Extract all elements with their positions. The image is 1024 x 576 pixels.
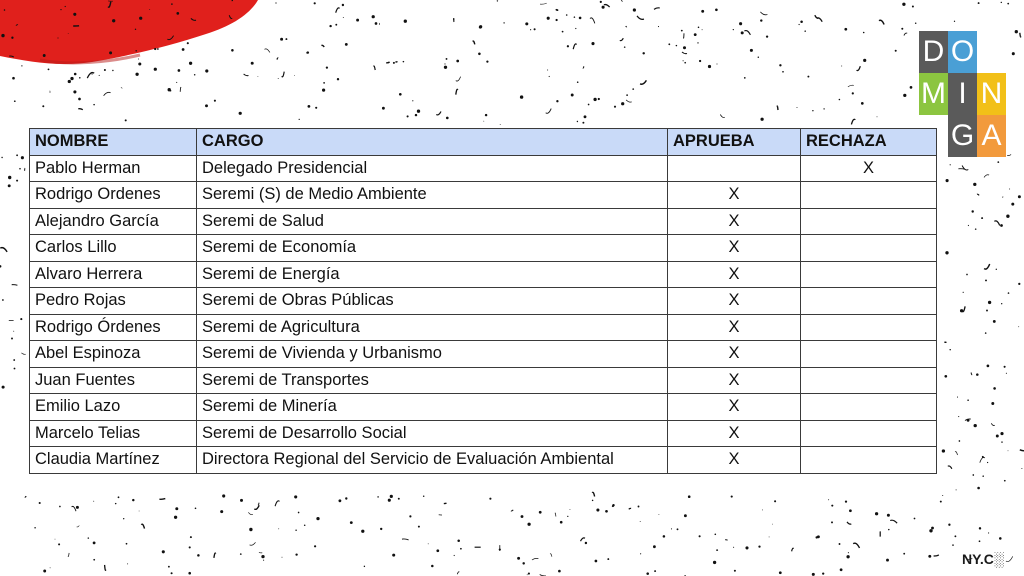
aprueba-cell: X (668, 394, 801, 421)
cargo-cell: Seremi de Vivienda y Urbanismo (197, 341, 668, 368)
logo-letter-o: O (948, 31, 977, 73)
table-row (30, 182, 937, 209)
cargo-cell: Seremi de Energía (197, 261, 668, 288)
cargo-cell: Seremi (S) de Medio Ambiente (197, 182, 668, 209)
aprueba-cell: X (668, 314, 801, 341)
table-row (30, 208, 937, 235)
table-row (30, 367, 937, 394)
aprueba-cell: X (668, 261, 801, 288)
header-aprueba: APRUEBA (668, 129, 801, 156)
logo-letter-n: N (977, 73, 1006, 115)
header-rechaza: RECHAZA (801, 129, 937, 156)
nyc-watermark (962, 551, 1004, 567)
logo-letter-g: G (948, 115, 977, 157)
aprueba-cell: X (668, 341, 801, 368)
logo-letter-i: I (948, 73, 977, 115)
cargo-cell: Seremi de Agricultura (197, 314, 668, 341)
rechaza-cell (801, 314, 937, 341)
rechaza-cell (801, 235, 937, 262)
nombre-cell: Claudia Martínez (30, 447, 197, 474)
nombre-cell: Pedro Rojas (30, 288, 197, 315)
nombre-cell: Rodrigo Órdenes (30, 314, 197, 341)
logo-letter-d: D (919, 31, 948, 73)
cargo-cell: Seremi de Desarrollo Social (197, 420, 668, 447)
cargo-cell: Seremi de Economía (197, 235, 668, 262)
rechaza-cell: X (801, 155, 937, 182)
table-row (30, 420, 937, 447)
rechaza-cell (801, 182, 937, 209)
header-nombre: NOMBRE (30, 129, 197, 156)
cargo-cell: Seremi de Obras Públicas (197, 288, 668, 315)
nombre-cell: Marcelo Telias (30, 420, 197, 447)
watermark-mark: ░ (993, 551, 1004, 567)
nombre-cell: Carlos Lillo (30, 235, 197, 262)
table-row (30, 288, 937, 315)
table-row (30, 447, 937, 474)
rechaza-cell (801, 288, 937, 315)
aprueba-cell: X (668, 182, 801, 209)
watermark-text: NY.C (962, 551, 994, 567)
nombre-cell: Abel Espinoza (30, 341, 197, 368)
aprueba-cell (668, 155, 801, 182)
rechaza-cell (801, 261, 937, 288)
header-cargo: CARGO (197, 129, 668, 156)
table-row (30, 235, 937, 262)
nombre-cell: Alvaro Herrera (30, 261, 197, 288)
table-row (30, 314, 937, 341)
cargo-cell: Seremi de Minería (197, 394, 668, 421)
cargo-cell: Delegado Presidencial (197, 155, 668, 182)
aprueba-cell: X (668, 420, 801, 447)
table-row (30, 394, 937, 421)
cargo-cell: Seremi de Transportes (197, 367, 668, 394)
rechaza-cell (801, 367, 937, 394)
nombre-cell: Juan Fuentes (30, 367, 197, 394)
nombre-cell: Rodrigo Ordenes (30, 182, 197, 209)
nombre-cell: Alejandro García (30, 208, 197, 235)
rechaza-cell (801, 420, 937, 447)
red-brush-stroke (0, 0, 258, 64)
cargo-cell: Directora Regional del Servicio de Evaluación Ambiental (197, 447, 668, 474)
logo-letter-a: A (977, 115, 1006, 157)
rechaza-cell (801, 394, 937, 421)
nombre-cell: Emilio Lazo (30, 394, 197, 421)
cargo-cell: Seremi de Salud (197, 208, 668, 235)
table-row (30, 155, 937, 182)
aprueba-cell: X (668, 288, 801, 315)
rechaza-cell (801, 447, 937, 474)
aprueba-cell: X (668, 367, 801, 394)
rechaza-cell (801, 341, 937, 368)
nombre-cell: Pablo Herman (30, 155, 197, 182)
aprueba-cell: X (668, 208, 801, 235)
aprueba-cell: X (668, 235, 801, 262)
logo-letter-m: M (919, 73, 948, 115)
vote-table (29, 128, 937, 474)
table-header-row (30, 129, 937, 156)
table-row (30, 341, 937, 368)
table-row (30, 261, 937, 288)
rechaza-cell (801, 208, 937, 235)
aprueba-cell: X (668, 447, 801, 474)
